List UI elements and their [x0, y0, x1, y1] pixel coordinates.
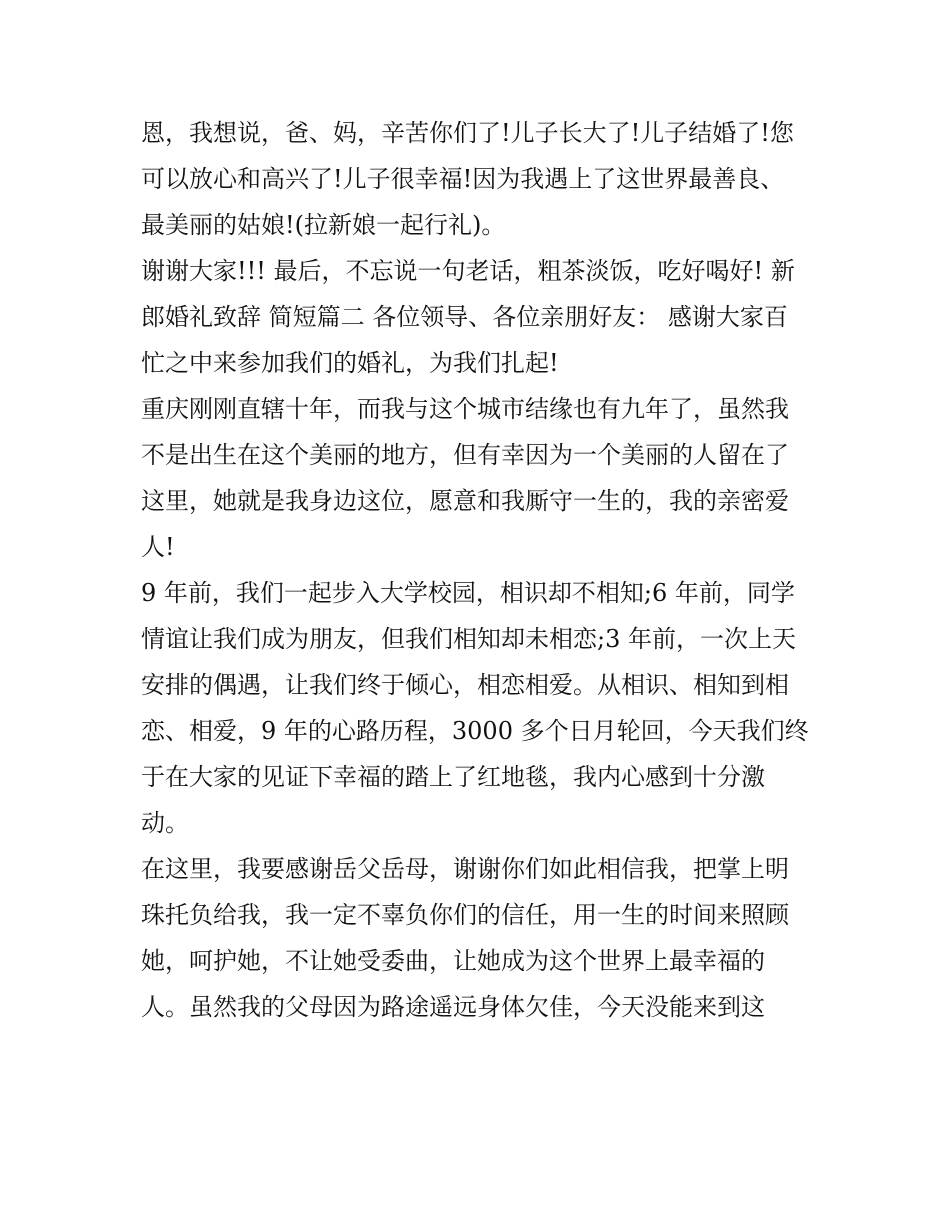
text-line-13: 安排的偶遇，让我们终于倾心，相恋相爱。从相识、相知到相 — [141, 671, 789, 699]
text-line-8: 不是出生在这个美丽的地方，但有幸因为一个美丽的人留在了 — [141, 441, 789, 469]
text-line-15: 于在大家的见证下幸福的踏上了红地毯，我内心感到十分激 — [141, 763, 765, 791]
text-line-4: 谢谢大家!!! 最后，不忘说一句老话，粗茶淡饭，吃好喝好! 新 — [141, 257, 795, 285]
text-line-19: 她，呵护她，不让她受委曲，让她成为这个世界上最幸福的 — [141, 947, 765, 975]
text-line-16: 动。 — [141, 809, 189, 837]
text-line-3: 最美丽的姑娘!(拉新娘一起行礼)。 — [141, 211, 506, 239]
text-line-1: 恩，我想说，爸、妈，辛苦你们了!儿子长大了!儿子结婚了!您 — [141, 119, 794, 147]
text-line-10: 人! — [141, 533, 175, 561]
text-line-5: 郎婚礼致辞 简短篇二 各位领导、各位亲朋好友： 感谢大家百 — [141, 303, 788, 331]
text-line-7: 重庆刚刚直辖十年，而我与这个城市结缘也有九年了，虽然我 — [141, 395, 789, 423]
text-line-14: 恋、相爱，9 年的心路历程，3000 多个日月轮回，今天我们终 — [141, 717, 809, 745]
text-line-12: 情谊让我们成为朋友，但我们相知却未相恋;3 年前，一次上天 — [141, 625, 796, 653]
text-line-11: 9 年前，我们一起步入大学校园，相识却不相知;6 年前，同学 — [141, 579, 795, 607]
text-line-2: 可以放心和高兴了!儿子很幸福!因为我遇上了这世界最善良、 — [141, 165, 785, 193]
text-line-17: 在这里，我要感谢岳父岳母，谢谢你们如此相信我，把掌上明 — [141, 855, 789, 883]
text-line-18: 珠托负给我，我一定不辜负你们的信任，用一生的时间来照顾 — [141, 901, 789, 929]
document-body — [141, 110, 821, 1030]
text-line-20: 人。虽然我的父母因为路途遥远身体欠佳，今天没能来到这 — [141, 993, 765, 1021]
text-line-9: 这里，她就是我身边这位，愿意和我厮守一生的，我的亲密爱 — [141, 487, 789, 515]
text-line-6: 忙之中来参加我们的婚礼，为我们扎起! — [141, 349, 559, 377]
